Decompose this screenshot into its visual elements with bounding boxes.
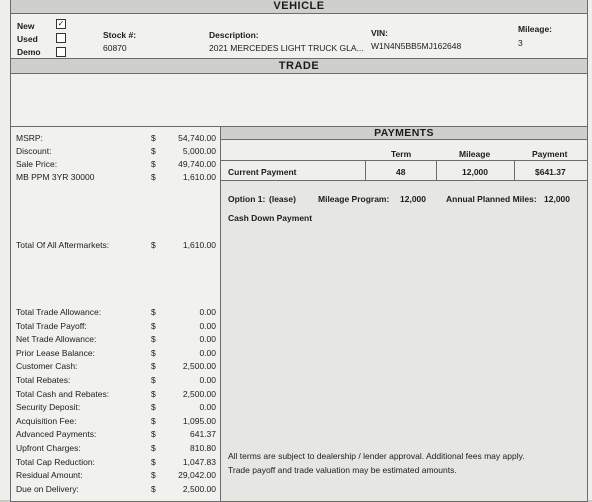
- condition-used-label: Used: [17, 34, 38, 44]
- stock-label: Stock #:: [103, 30, 137, 40]
- pricing-row-label: Due on Delivery:: [16, 484, 79, 494]
- pricing-row-value: 2,500.00: [182, 389, 216, 399]
- pricing-column: [10, 126, 222, 502]
- description-label: Description:: [209, 30, 259, 40]
- pricing-row-label: Net Trade Allowance:: [16, 334, 97, 344]
- pricing-row-value: 0.00: [199, 402, 216, 412]
- mileage-program-label: Mileage Program:: [318, 194, 390, 204]
- pricing-row-value: 2,500.00: [182, 361, 216, 371]
- condition-demo-label: Demo: [17, 47, 41, 57]
- cash-down-label: Cash Down Payment: [228, 213, 313, 223]
- condition-demo-checkbox[interactable]: [56, 47, 66, 57]
- pricing-row-value: 810.80: [190, 443, 216, 453]
- pricing-row-value: 0.00: [199, 348, 216, 358]
- disclaimer-approval: All terms are subject to dealership / lender approval. Additional fees may apply.: [228, 451, 525, 461]
- vehicle-box: [10, 13, 588, 59]
- pricing-row-currency: $: [151, 402, 156, 412]
- sale-price-label: Sale Price:: [16, 159, 58, 169]
- mileage-program-value: 12,000: [400, 194, 426, 204]
- sale-price-currency: $: [151, 159, 156, 169]
- pricing-row-currency: $: [151, 361, 156, 371]
- discount-value: 5,000.00: [182, 146, 216, 156]
- pricing-row-value: 29,042.00: [178, 470, 216, 480]
- trade-box: [10, 73, 588, 127]
- pricing-row-currency: $: [151, 429, 156, 439]
- payments-header: PAYMENTS: [221, 127, 587, 140]
- pricing-row-label: Total Trade Payoff:: [16, 321, 87, 331]
- pricing-row-label: Acquisition Fee:: [16, 416, 77, 426]
- aftermarkets-total-value: 1,610.00: [182, 240, 216, 250]
- pricing-row-label: Total Cap Reduction:: [16, 457, 95, 467]
- pricing-row-label: Total Cash and Rebates:: [16, 389, 110, 399]
- condition-new-checkbox[interactable]: ✓: [57, 19, 65, 28]
- current-payment-value: $641.37: [535, 167, 566, 177]
- payments-column: [220, 126, 588, 502]
- pricing-row-value: 1,047.83: [182, 457, 216, 467]
- discount-currency: $: [151, 146, 156, 156]
- pricing-row-label: Residual Amount:: [16, 470, 83, 480]
- pricing-row-label: Customer Cash:: [16, 361, 78, 371]
- pricing-row-value: 1,095.00: [182, 416, 216, 426]
- current-term-value: 48: [396, 167, 406, 177]
- sale-price-value: 49,740.00: [178, 159, 216, 169]
- msrp-label: MSRP:: [16, 133, 43, 143]
- mileage-column-header: Mileage: [459, 149, 491, 159]
- annual-miles-label: Annual Planned Miles:: [446, 194, 537, 204]
- pricing-row-currency: $: [151, 334, 156, 344]
- payments-col-divider-3: [514, 160, 515, 180]
- pricing-row-value: 0.00: [199, 321, 216, 331]
- current-payment-label: Current Payment: [228, 167, 297, 177]
- pricing-row-value: 641.37: [190, 429, 216, 439]
- pricing-row-label: Prior Lease Balance:: [16, 348, 95, 358]
- pricing-row-currency: $: [151, 321, 156, 331]
- pricing-row-currency: $: [151, 457, 156, 467]
- annual-miles-value: 12,000: [544, 194, 570, 204]
- aftermarket-item-value: 1,610.00: [182, 172, 216, 182]
- payments-col-divider-1: [365, 160, 366, 180]
- pricing-row-label: Total Trade Allowance:: [16, 307, 102, 317]
- aftermarket-item-currency: $: [151, 172, 156, 182]
- discount-label: Discount:: [16, 146, 52, 156]
- pricing-row-currency: $: [151, 375, 156, 385]
- pricing-row-currency: $: [151, 443, 156, 453]
- pricing-row-value: 2,500.00: [182, 484, 216, 494]
- pricing-row-label: Advanced Payments:: [16, 429, 97, 439]
- aftermarkets-total-currency: $: [151, 240, 156, 250]
- payments-table-divider: [221, 160, 587, 161]
- pricing-row-value: 0.00: [199, 375, 216, 385]
- condition-used-checkbox[interactable]: [56, 33, 66, 43]
- vehicle-header: VEHICLE: [10, 0, 588, 14]
- mileage-label: Mileage:: [518, 24, 553, 34]
- vin-label: VIN:: [371, 28, 388, 38]
- pricing-row-label: Upfront Charges:: [16, 443, 81, 453]
- vin-value: W1N4N5BB5MJ162648: [371, 41, 462, 51]
- msrp-currency: $: [151, 133, 156, 143]
- mileage-value: 3: [518, 38, 523, 48]
- trade-header: TRADE: [10, 58, 588, 74]
- term-column-header: Term: [391, 149, 412, 159]
- pricing-row-currency: $: [151, 484, 156, 494]
- option-label: Option 1:: [228, 194, 266, 204]
- pricing-row-currency: $: [151, 389, 156, 399]
- pricing-row-value: 0.00: [199, 334, 216, 344]
- pricing-row-currency: $: [151, 470, 156, 480]
- aftermarket-item-label: MB PPM 3YR 30000: [16, 172, 95, 182]
- pricing-row-label: Security Deposit:: [16, 402, 81, 412]
- stock-value: 60870: [103, 43, 127, 53]
- pricing-row-label: Total Rebates:: [16, 375, 71, 385]
- payment-column-header: Payment: [532, 149, 568, 159]
- disclaimer-trade: Trade payoff and trade valuation may be estimated amounts.: [228, 465, 457, 475]
- description-value: 2021 MERCEDES LIGHT TRUCK GLA...: [209, 43, 364, 53]
- pricing-row-currency: $: [151, 416, 156, 426]
- aftermarkets-total-label: Total Of All Aftermarkets:: [16, 240, 110, 250]
- payments-table: [221, 140, 587, 181]
- payments-col-divider-2: [436, 160, 437, 180]
- option-type: (lease): [269, 194, 296, 204]
- current-mileage-value: 12,000: [462, 167, 488, 177]
- pricing-row-currency: $: [151, 348, 156, 358]
- msrp-value: 54,740.00: [178, 133, 216, 143]
- pricing-row-currency: $: [151, 307, 156, 317]
- condition-new-label: New: [17, 21, 35, 31]
- pricing-row-value: 0.00: [199, 307, 216, 317]
